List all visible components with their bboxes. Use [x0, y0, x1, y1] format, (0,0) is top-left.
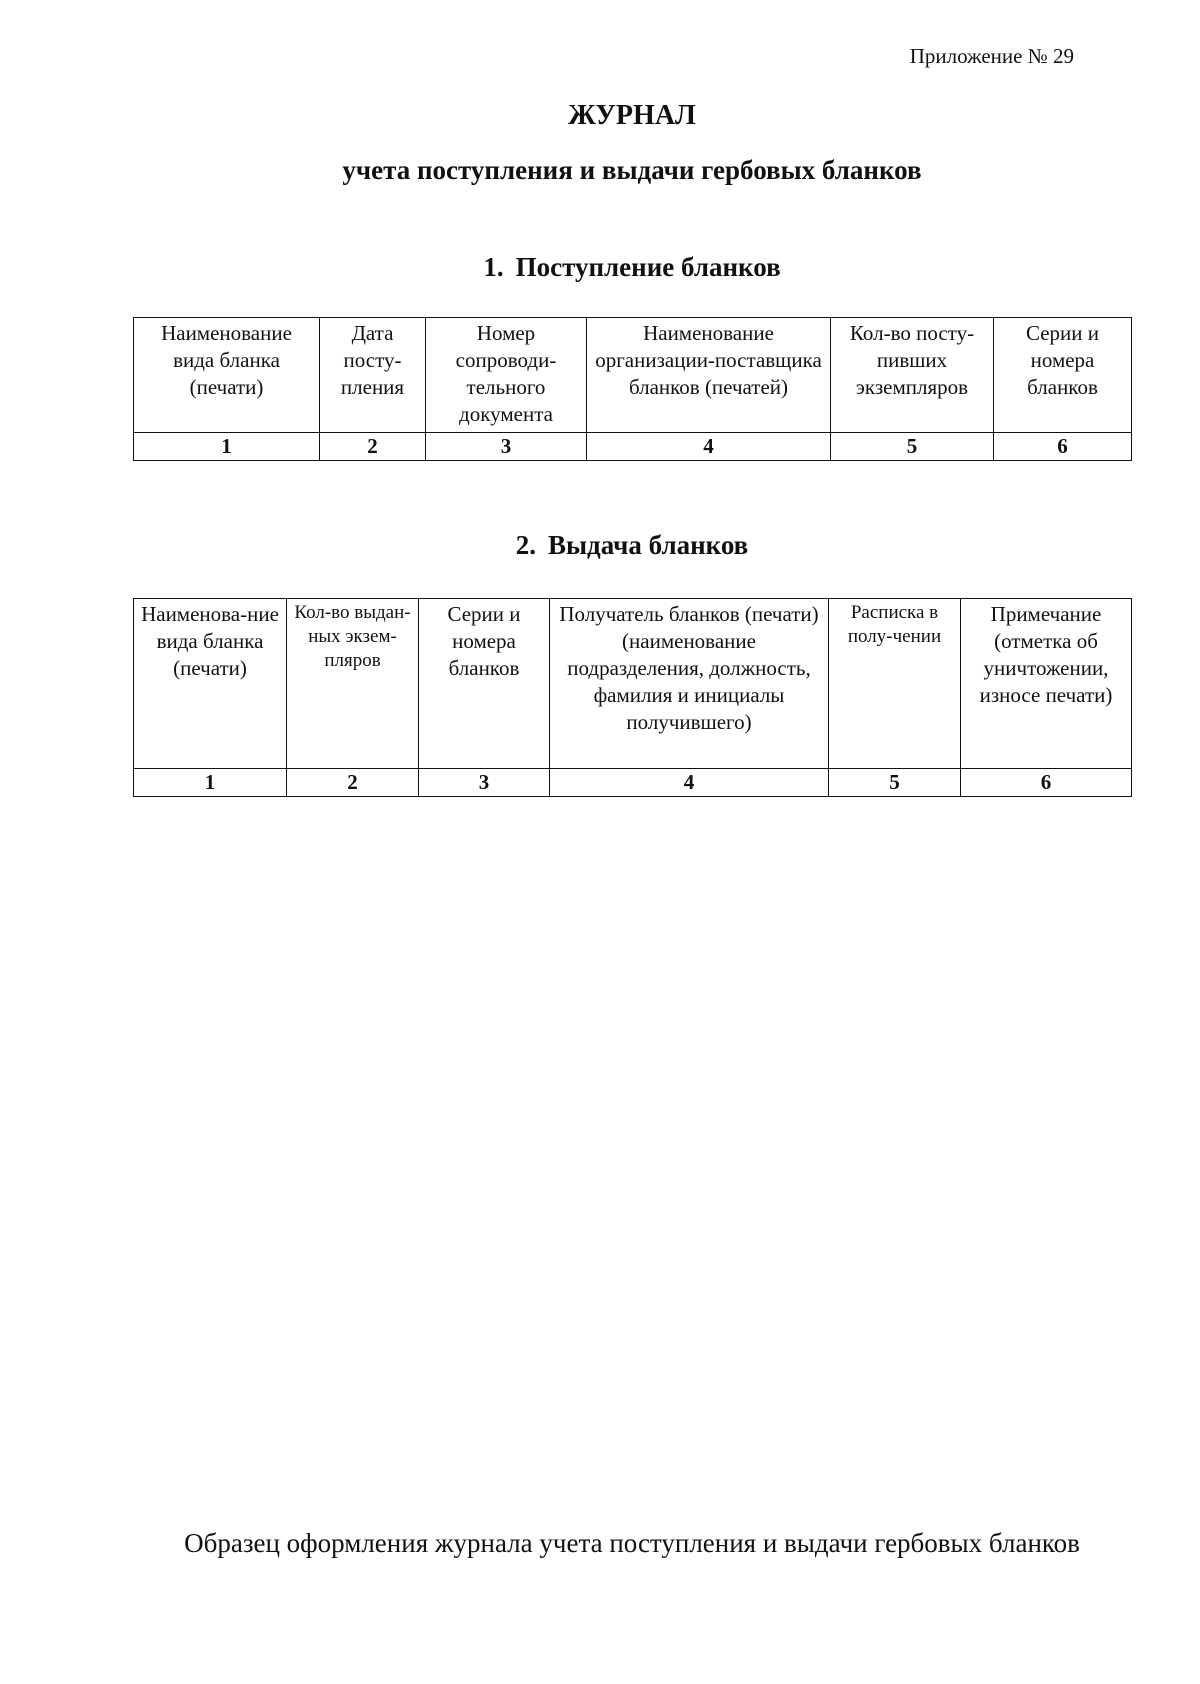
column-header: Кол-во выдан-ных экзем-пляров: [287, 599, 419, 769]
column-header: Кол-во посту-пивших экземпляров: [831, 318, 994, 433]
column-number: 3: [426, 433, 587, 461]
table-header-row: [134, 318, 1132, 433]
sample-caption: Образец оформления журнала учета поступления и выдачи гербовых бланков: [184, 1528, 1080, 1558]
column-header: Дата посту-пления: [320, 318, 426, 433]
column-header: Получатель бланков (печати) (наименование подразделения, должность, фамилия и инициалы получившего): [550, 599, 829, 769]
column-number: 5: [831, 433, 994, 461]
table-header-row: [134, 599, 1132, 769]
column-number: 3: [419, 769, 550, 797]
column-number: 4: [587, 433, 831, 461]
section-title: Поступление бланков: [515, 252, 781, 282]
column-header: Серии и номера бланков: [419, 599, 550, 769]
section-heading-issue: [0, 530, 1200, 561]
column-header: Наименова-ние вида бланка (печати): [134, 599, 287, 769]
column-number: 5: [829, 769, 961, 797]
column-number-row: [134, 769, 1132, 797]
section-heading-receipt: [0, 252, 1200, 283]
column-number: 6: [961, 769, 1132, 797]
column-number: 2: [320, 433, 426, 461]
document-title: ЖУРНАЛ: [568, 100, 696, 131]
issue-table: [133, 598, 1132, 797]
column-number: 1: [134, 433, 320, 461]
section-number: 1.: [483, 252, 504, 282]
appendix-label: Приложение № 29: [909, 44, 1074, 68]
column-header: Серии и номера бланков: [994, 318, 1132, 433]
column-number-row: [134, 433, 1132, 461]
column-header: Расписка в полу-чении: [829, 599, 961, 769]
section-number: 2.: [515, 530, 536, 560]
document-subtitle: учета поступления и выдачи гербовых бланков: [342, 155, 922, 185]
column-number: 1: [134, 769, 287, 797]
column-header: Наименование вида бланка (печати): [134, 318, 320, 433]
column-header: Примечание (отметка об уничтожении, износе печати): [961, 599, 1132, 769]
column-header: Наименование организации-поставщика бланков (печатей): [587, 318, 831, 433]
receipt-table: [133, 317, 1132, 461]
column-number: 4: [550, 769, 829, 797]
column-number: 6: [994, 433, 1132, 461]
column-header: Номер сопроводи-тельного документа: [426, 318, 587, 433]
section-title: Выдача бланков: [547, 530, 749, 560]
column-number: 2: [287, 769, 419, 797]
